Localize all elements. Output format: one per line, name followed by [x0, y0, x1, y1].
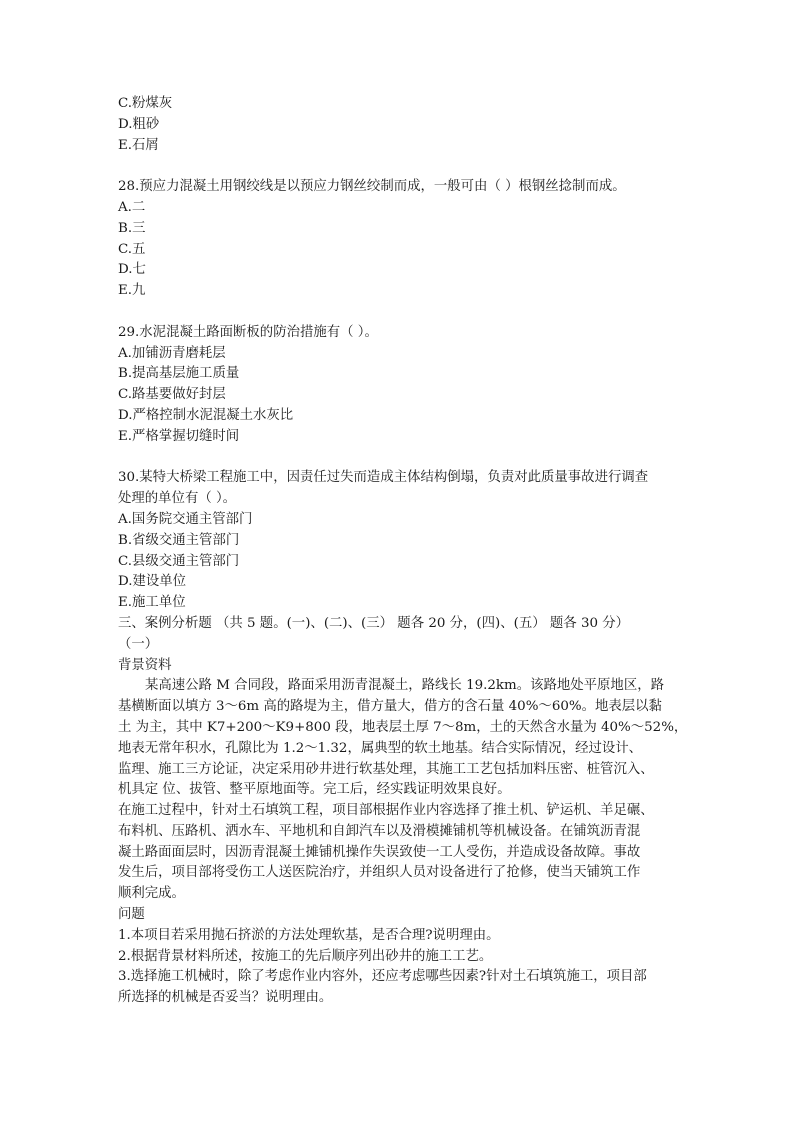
q27-option-e: E.石屑 [118, 137, 159, 153]
background-line: 凝土路面面层时，因沥青混凝土摊铺机操作失误致使一工人受伤，并造成设备故障。事故 [118, 844, 641, 860]
background-label: 背景资料 [118, 657, 172, 673]
spacer [118, 448, 678, 469]
background-line: 发生后，项目部将受伤工人送医院治疗，并组织人员对设备进行了抢修，使当天铺筑工作 [118, 865, 641, 881]
q30-option-b: B.省级交通主管部门 [118, 532, 240, 548]
q29-option-b: B.提高基层施工质量 [118, 366, 240, 382]
background-line: 顺利完成。 [118, 886, 185, 902]
q28-option-b: B.三 [118, 220, 146, 236]
q30-stem-line2: 处理的单位有（ ）。 [118, 491, 237, 507]
question-item: 3.选择施工机械时，除了考虑作业内容外，还应考虑哪些因素?针对土石填筑施工，项目部 [118, 969, 647, 985]
background-line: 在施工过程中，针对土石填筑工程，项目部根据作业内容选择了推土机、铲运机、羊足碾、 [118, 803, 654, 819]
q30-option-e: E.施工单位 [118, 595, 186, 611]
background-line: 布料机、压路机、洒水车、平地机和自卸汽车以及滑模摊铺机等机械设备。在铺筑沥青混 [118, 823, 641, 839]
question-item: 所选择的机械是否妥当？说明理由。 [118, 990, 333, 1006]
background-line: 地表无常年积水，孔隙比为 1.2～1.32，属典型的软土地基。结合实际情况，经过设计、 [118, 740, 643, 756]
q28-option-e: E.九 [118, 283, 146, 299]
q29-option-e: E.严格掌握切缝时间 [118, 428, 240, 444]
q29-option-a: A.加铺沥青磨耗层 [118, 345, 226, 361]
q29-option-c: C.路基要做好封层 [118, 387, 226, 403]
q30-option-c: C.县级交通主管部门 [118, 553, 240, 569]
q27-option-c: C.粉煤灰 [118, 96, 173, 111]
q28-option-c: C.五 [118, 241, 146, 257]
q28-stem: 28.预应力混凝土用钢绞线是以预应力钢丝绞制而成，一般可由（ ）根钢丝捻制而成。 [118, 179, 626, 195]
background-line: 某高速公路 M 合同段，路面采用沥青混凝土，路线长 19.2km。该路地处平原地区，路 [145, 678, 664, 694]
q29-stem: 29.水泥混凝土路面断板的防治措施有（ ）。 [118, 324, 378, 340]
q30-stem-line1: 30.某特大桥梁工程施工中，因责任过失而造成主体结构倒塌，负责对此质量事故进行调查 [118, 470, 649, 486]
document-page [118, 94, 688, 1009]
spacer [118, 156, 678, 177]
question-item: 2.根据背景材料所述，按施工的先后顺序列出砂井的施工工艺。 [118, 948, 493, 964]
spacer [118, 302, 678, 323]
case-number: （一） [118, 636, 159, 652]
q27-option-d: D.粗砂 [118, 116, 160, 132]
section-heading: 三、案例分析题 （共 5 题。(一)、(二)、(三） 题各 20 分，(四)、(五） 题各 30 分） [118, 615, 630, 631]
questions-label: 问题 [118, 907, 145, 923]
q30-option-d: D.建设单位 [118, 574, 187, 590]
q28-option-a: A.二 [118, 199, 146, 215]
q28-option-d: D.七 [118, 262, 146, 278]
background-line: 土 为主，其中 K7+200～K9+800 段，地表层土厚 7～8m，土的天然含水量为 40%～52%， [118, 719, 688, 735]
q30-option-a: A.国务院交通主管部门 [118, 511, 253, 527]
background-line: 监理、施工三方论证，决定采用砂井进行软基处理，其施工工艺包括加料压密、桩管沉入、 [118, 761, 654, 777]
background-line: 基横断面以填方 3～6m 高的路堤为主，借方量大，借方的含石量 40%～60%。地表层以黏 [118, 699, 662, 715]
q29-option-d: D.严格控制水泥混凝土水灰比 [118, 407, 294, 423]
background-line: 机具定 位、拔管、整平原地面等。完工后，经实践证明效果良好。 [118, 782, 511, 798]
question-item: 1.本项目若采用抛石挤淤的方法处理软基，是否合理?说明理由。 [118, 927, 500, 943]
